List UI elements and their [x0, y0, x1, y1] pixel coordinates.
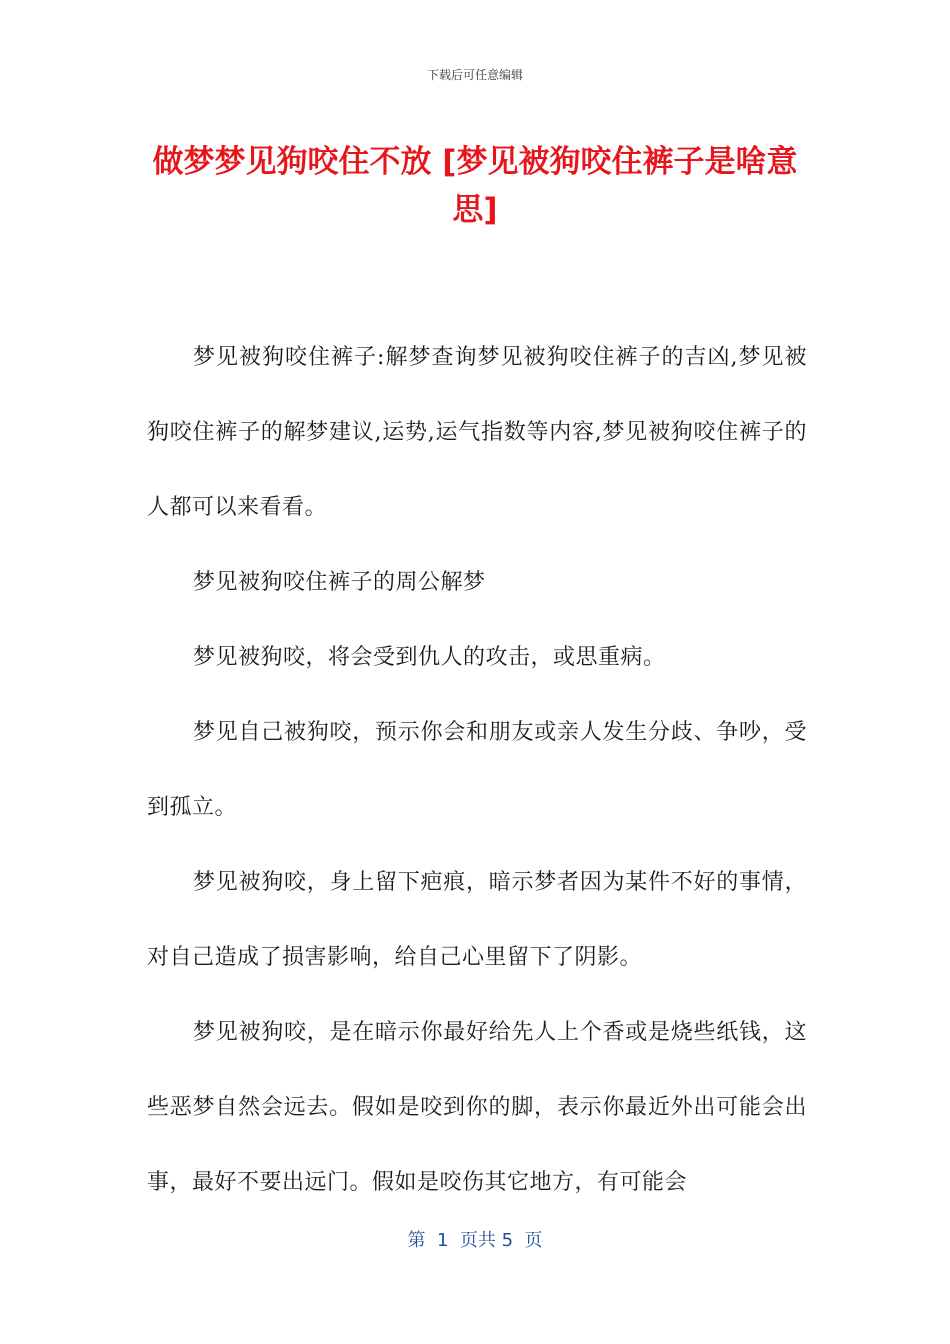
paragraph: 梦见被狗咬，是在暗示你最好给先人上个香或是烧些纸钱，这些恶梦自然会远去。假如是咬到你的脚，表示你最近外出可能会出事，最好不要出远门。假如是咬伤其它地方，有可能会: [147, 1020, 807, 1195]
paragraph: 梦见被狗咬住裤子:解梦查询梦见被狗咬住裤子的吉凶,梦见被狗咬住裤子的解梦建议,运势,运气指数等内容,梦见被狗咬住裤子的人都可以来看看。: [147, 345, 807, 520]
paragraph: 梦见自己被狗咬，预示你会和朋友或亲人发生分歧、争吵，受到孤立。: [147, 720, 807, 820]
paragraph: 梦见被狗咬，将会受到仇人的攻击，或思重病。: [193, 645, 666, 670]
header-note: 下载后可任意编辑: [426, 68, 523, 82]
paragraph: 梦见被狗咬，身上留下疤痕，暗示梦者因为某件不好的事情，对自己造成了损害影响，给自己心里留下了阴影。: [147, 870, 807, 970]
paragraph: 梦见被狗咬住裤子的周公解梦: [193, 570, 486, 595]
page-number: 第 1 页共 5 页: [407, 1230, 543, 1251]
document-title: 做梦梦见狗咬住不放 [梦见被狗咬住裤子是啥意思]: [152, 144, 798, 228]
document-body: [147, 320, 807, 1220]
